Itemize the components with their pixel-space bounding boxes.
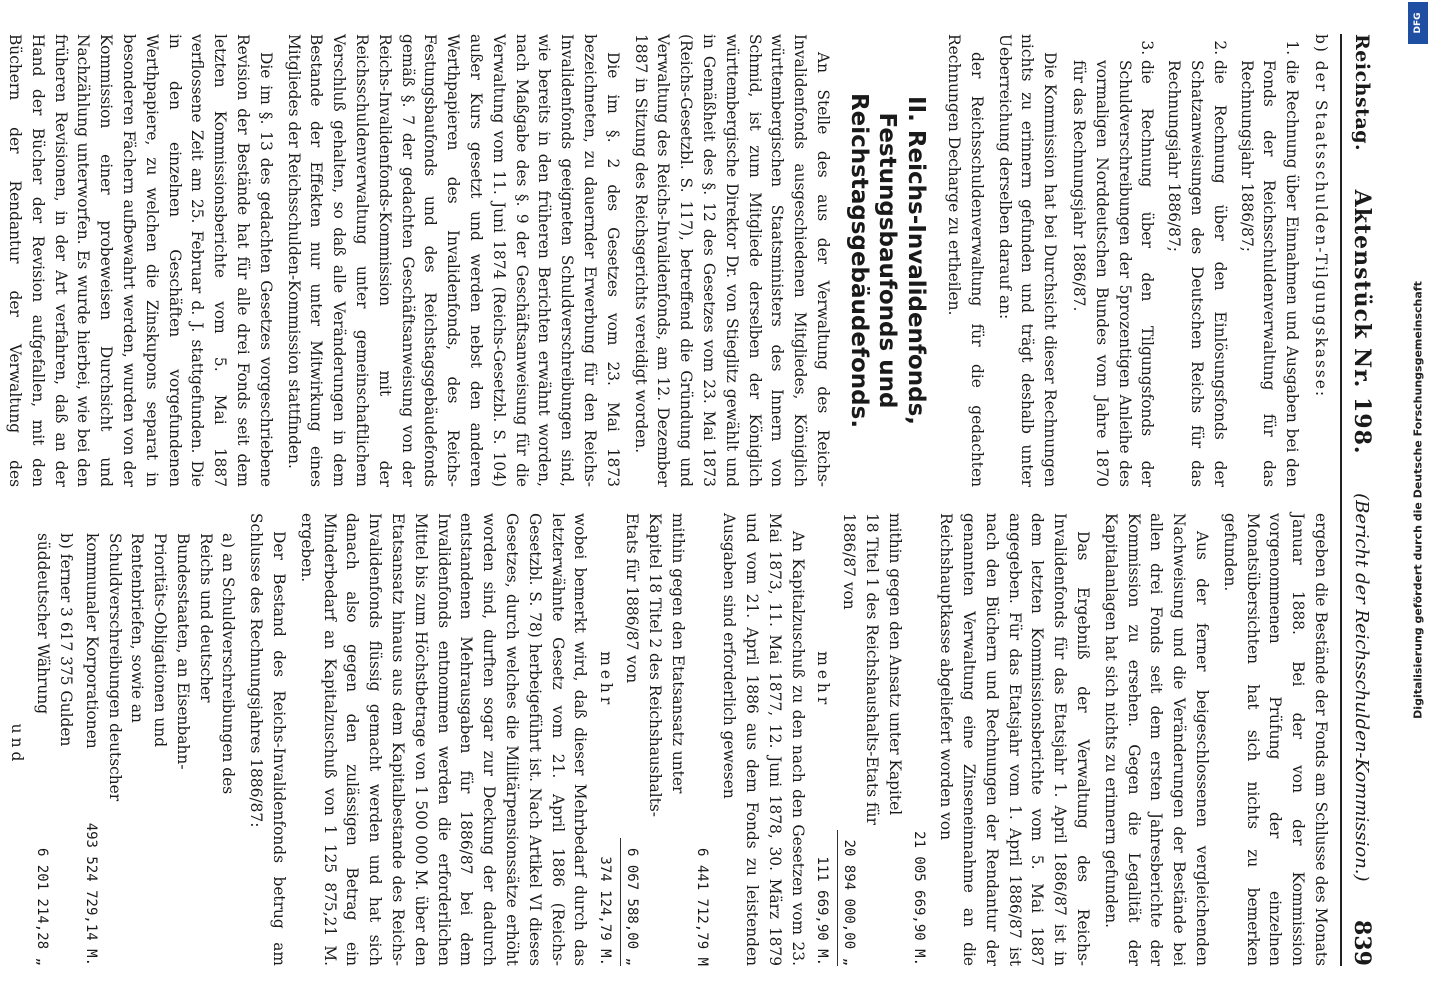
digitization-credit <box>1406 20 1430 980</box>
amount-row <box>812 513 835 966</box>
amount: 6 441 712,79 M <box>694 847 711 966</box>
list-item: 3. die Rechnung über den Tilgungsfonds der Schuldverschreibungen der 5prozentigen Anleihe des vormaligen Norddeutschen Bundes vom Jahre 1870 für das Rechnungsjahr 1886/87. <box>1067 60 1158 487</box>
left-column <box>0 34 1332 487</box>
amount: 374 124,79 M. <box>597 856 614 966</box>
amount: 20 894 000,00 „ <box>837 830 859 966</box>
dfg-logo-text: DFG <box>1413 12 1423 34</box>
paragraph: Die im §. 2 des Gesetzes vom 23. Mai 1873 bezeichneten, zu dauernder Erwerbung für den Reichs-Invalidenfonds geeigneten Schuldverschreibungen sind, wie bereits in den früheren Berichten erwähnt worden, nach Maßgabe des §. 9 der Geschäftsanweisung für die Verwaltung vom 11. Juni 1874 (Reichs-Gesetzbl. S. 104) außer Kurs gesetzt und werden nebst den anderen Werthpapieren des Invalidenfonds, des Reichs-Festungsbaufonds und des Reichstagsgebäudefonds gemäß §. 7 der gedachten Geschäftsanweisung von der Reichs-Invalidenfonds-Kommission mit der Reichsschuldenverwaltung unter gemeinschaftlichem Verschluß gehalten, so daß alle Veränderungen in dem Bestande der Effekten nur unter Mitwirkung eines Mitgliedes der Reichsschulden-Kommission stattfinden. <box>284 34 622 487</box>
section-title: II. Reichs-Invalidenfonds, Festungsbaufonds und Reichstagsgebäudefonds. <box>845 92 930 429</box>
paragraph: der Reichsschuldenverwaltung für die gedachten Rechnungen Decharge zu ertheilen. <box>945 34 986 487</box>
amount-row <box>620 513 688 966</box>
amount-row <box>0 513 3 966</box>
row-label: b) ferner 3 617 375 Gulden süddeutscher Währung <box>34 533 75 747</box>
credit-text: Digitalisierung gefördert durch die Deutsche Forschungsgemeinschaft <box>1411 281 1425 719</box>
paragraph: ergeben die Bestände der Fonds am Schlusse des Monats Januar 1888. Bei der von der Kommission vorgenommenen Prüfung der einzelnen Monatsübersichten hat sich nichts zu bemerken gefunden. <box>1220 513 1330 966</box>
amount <box>0 838 1 966</box>
amount-row <box>837 513 905 966</box>
row-label: mithin gegen den Ansatz unter Kapitel 18 Titel 1 des Reichshaushalts-Etats für 1886/87 von <box>840 513 904 825</box>
amount-row <box>692 513 713 966</box>
paragraph: Die im §. 13 des gedachten Gesetzes vorgeschriebene Revision der Bestände hat für alle drei Fonds seit dem letzten Kommissionsberichte vom 5. Mai 1887 verflossene Zeit am 25. Februar d. J. stattgefunden. Die in den einzelnen Geschäften vorgefundenen Werthpapiere, zu welchen die Zinskupons separat in besonderen Fächern aufbewahrt werden, wurden von der Kommission einer probeweisen Durchsicht und Nachzählung unterworfen. Es wurde hierbei, wie bei den früheren Revisionen, in der Art verfahren, daß an der Hand der Bücher der Revision aufgefallen, mit den Büchern der Rendantur der Verwaltung des <box>6 34 275 487</box>
accounts-list <box>1067 34 1303 487</box>
list-item: 1. die Rechnung über Einnahmen und Ausgaben bei den Fonds der Reichsschuldenverwaltung für das Rechnungsjahr 1886/87; <box>1235 60 1303 487</box>
header-title: (Bericht der Reichsschulden-Kommission.) <box>1351 493 1373 882</box>
amount: 6 201 214,28 „ <box>34 847 51 966</box>
paragraph: Der Bestand des Reichs-Invalidenfonds betrug am Schlusse des Rechnungsjahres 1886/87: <box>247 513 289 966</box>
row-label <box>0 533 3 838</box>
amount-row <box>31 513 77 966</box>
paragraph: Die Kommission hat bei Durchsicht dieser Rechnungen nichts zu erinnern gefunden und trägt deshalb unter Ueberreichung derselben darauf an: <box>995 34 1060 487</box>
paragraph: Das Ergebniß der Verwaltung des Reichs-Invalidenfonds für das Etatsjahr 1. April 1886/87 ist in dem letzten Kommissionsberichte vom 5. Mai 1887 angegeben. Für das Etatsjahr vom 1. April 1886/87 ist nach den Büchern und Rechnungen der Rendantur der genannten Verwaltung eine Zinseneinnahme an die Reichshauptkasse abgeliefert worden von <box>937 513 1093 966</box>
text-columns <box>6 34 1332 966</box>
header-document-number: Aktenstück Nr. 198. <box>1349 189 1375 455</box>
section-lead: b) der Staatsschulden-Tilgungskasse: <box>1312 34 1330 399</box>
row-label: mehr <box>597 651 616 709</box>
amount: 111 669,90 M. <box>814 856 831 966</box>
amount-row <box>909 513 930 966</box>
amount-row <box>6 513 29 966</box>
row-label: a) an Schuldverschreibungen des Reichs und deutscher Bundesstaaten, an Eisenbahn-Prioritäts-Obligationen und Rentenbriefen, sowie an Schuldverschreibungen deutscher kommunaler Korporationen <box>82 533 238 802</box>
page-number: 839 <box>1349 920 1375 966</box>
header-left: Reichstag. <box>1351 34 1373 152</box>
amount: 21 005 669,90 M. <box>911 831 928 966</box>
right-column <box>0 513 1332 966</box>
paragraph: Aus der ferner beigeschlossenen vergleichenden Nachweisung und die Veränderungen der Bestände bei allen drei Fonds seit dem ersten Jahresberichte der Kommission zu ersehen. Gegen die Legalität der Kapitalanlagen hat sich nichts zu erinnern gefunden. <box>1101 513 1212 966</box>
row-label: mithin gegen den Etatsansatz unter Kapitel 18 Titel 2 des Reichshaushalts-Etats für 1886/87 von <box>623 513 687 818</box>
row-label: mehr <box>814 651 833 709</box>
paragraph: wobei bemerkt wird, daß dieser Mehrbedarf durch das letzterwähnte Gesetz vom 21. April 1886 (Reichs-Gesetzbl. S. 78) herbeigeführt ist. Nach Artikel VI dieses Gesetzes, durch welches die Militärpensionssätze erhöht worden sind, durften sogar zur Deckung der dadurch entstandenen Mehrausgaben für 1886/87 bei dem Invalidenfonds entnommen werden die erforderlichen Mittel bis zum Höchstbetrage von 1 500 000 M. über den Etatsansatz hinaus aus dem Kapitalbestande des Reichs-Invalidenfonds flüssig gemacht werden und hat sich danach also gegen den zulässigen Betrag ein Minderbedarf an Kapitalzuschuß von 1 125 875,21 M. ergeben. <box>297 513 590 966</box>
paragraph: An Stelle des aus der Verwaltung des Reichs-Invalidenfonds ausgeschiedenen Mitgliedes, Königlich württembergischen Staatsministers des Innern von Schmid, ist zum Mitgliede derselben der Königlich württembergische Direktor Dr. von Stieglitz gewählt und in Gemäßheit des §. 12 des Gesetzes vom 23. Mai 1873 (Reichs-Gesetzbl. S. 117), betreffend die Gründung und Verwaltung des Reichs-Invalidenfonds, am 12. Dezember 1887 in Sitzung des Reichsgerichts vereidigt worden. <box>631 34 832 487</box>
page-header <box>1340 34 1382 966</box>
row-label: und <box>8 723 27 766</box>
list-item: 2. die Rechnung über den Einlösungsfonds der Schatzanweisungen des Deutschen Reichs für das Rechnungsjahr 1886/87; <box>1162 60 1230 487</box>
amount-row <box>80 513 240 966</box>
amount: 6 067 588,00 „ <box>620 838 642 966</box>
amount: 493 524 729,14 M. <box>82 822 99 966</box>
amount-row <box>594 513 617 966</box>
paragraph: An Kapitalzuschuß zu den nach den Gesetzen vom 23. Mai 1873, 11. Mai 1877, 12. Juni 1878, 30. März 1879 und vom 21. April 1886 aus dem Fonds zu leistenden Ausgaben sind erforderlich gewesen <box>720 513 807 966</box>
